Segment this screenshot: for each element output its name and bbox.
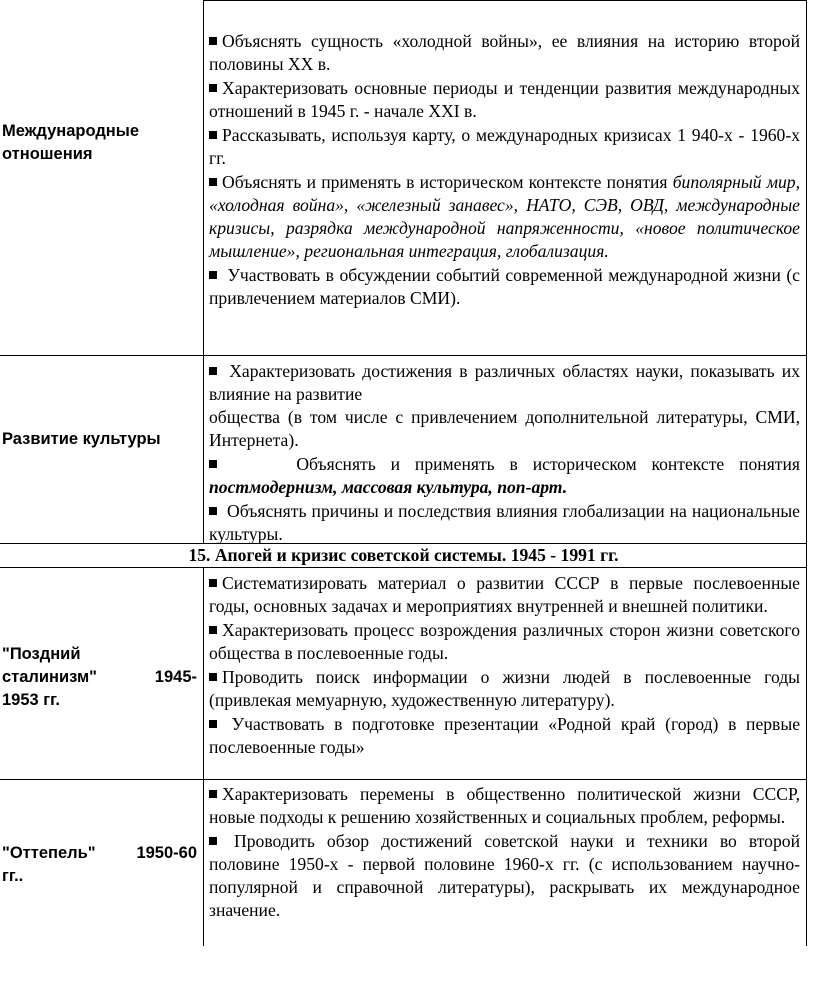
bullet-square-icon bbox=[209, 837, 217, 845]
row-divider bbox=[0, 355, 807, 356]
table-border-right bbox=[806, 0, 807, 946]
section-heading: 15. Апогей и кризис советской системы. 1945 - 1991 гг. bbox=[188, 545, 619, 565]
table-column-divider bbox=[203, 568, 204, 946]
list-item: Участвовать в подготовке презентации «Родной край (город) в первые послевоенные годы» bbox=[209, 714, 800, 757]
bullet-square-icon bbox=[209, 720, 217, 728]
row-label-international-relations: Международные отношения bbox=[2, 122, 140, 163]
bullet-square-icon bbox=[209, 790, 217, 798]
row-content-culture bbox=[209, 360, 800, 547]
table-column-divider bbox=[203, 0, 204, 544]
row-label-thaw: "Оттепель" 1950-60 гг.. bbox=[2, 844, 197, 885]
bullet-square-icon bbox=[209, 178, 217, 186]
list-item: Рассказывать, используя карту, о международных кризисах 1 940-х - 1960-х гг. bbox=[209, 125, 800, 168]
list-item: Объяснять и применять в историческом контексте понятия биполярный мир, «холодная война», «железный занавес», НАТО, СЭВ, ОВД, международные кризисы, разрядка международной напряженности, «новое политическое мышление», региональная интеграция, глобализация. bbox=[209, 172, 800, 261]
row-content-late-stalinism bbox=[209, 572, 800, 760]
list-item: Характеризовать процесс возрождения различных сторон жизни советского общества в послевоенные годы. bbox=[209, 620, 800, 663]
list-item-continuation: общества (в том числе с привлечением дополнительной литературы, СМИ, Интернета). bbox=[209, 407, 800, 450]
row-content-international-relations bbox=[209, 30, 800, 311]
bullet-square-icon bbox=[209, 37, 217, 45]
row-label-culture: Развитие культуры bbox=[2, 430, 161, 448]
list-item: Участвовать в обсуждении событий современной международной жизни (с привлечением материалов СМИ). bbox=[209, 265, 800, 308]
bullet-square-icon bbox=[209, 367, 217, 375]
list-item: Систематизировать материал о развитии СССР в первые послевоенные годы, основных задачах и мероприятиях внутренней и внешней политики. bbox=[209, 573, 800, 616]
list-item: Проводить поиск информации о жизни людей в послевоенные годы (привлекая мемуарную, художественную литературу). bbox=[209, 667, 800, 710]
list-item: Проводить обзор достижений советской науки и техники во второй половине 1950-х - первой половине 1960-х гг. (с использованием научно-популярной и справочной литературы), раскрывать их международное значение. bbox=[209, 831, 800, 920]
list-item: Характеризовать основные периоды и тенденции развития международных отношений в 1945 г. - начале XXI в. bbox=[209, 78, 800, 121]
row-divider bbox=[0, 779, 807, 780]
bullet-square-icon bbox=[209, 673, 217, 681]
list-item: Объяснять и применять в историческом контексте понятия постмодернизм, массовая культура, поп-арт. bbox=[209, 454, 800, 497]
row-label-late-stalinism: "Поздний сталинизм" 1945- 1953 гг. bbox=[2, 645, 197, 709]
bullet-square-icon bbox=[209, 460, 217, 468]
bullet-square-icon bbox=[209, 131, 217, 139]
list-item: Объяснять сущность «холодной войны», ее влияния на историю второй половины XX в. bbox=[209, 31, 800, 74]
bullet-square-icon bbox=[209, 507, 217, 515]
list-item: Характеризовать перемены в общественно политической жизни СССР, новые подходы к решению хозяйственных и социальных проблем, реформы. bbox=[209, 784, 800, 827]
row-divider bbox=[0, 567, 807, 568]
list-item: Объяснять причины и последствия влияния глобализации на национальные культуры. bbox=[209, 501, 800, 544]
bullet-square-icon bbox=[209, 271, 217, 279]
bullet-square-icon bbox=[209, 84, 217, 92]
row-content-thaw bbox=[209, 783, 800, 923]
list-item: Характеризовать достижения в различных областях науки, показывать их влияние на развитие bbox=[209, 361, 800, 404]
bullet-square-icon bbox=[209, 579, 217, 587]
bullet-square-icon bbox=[209, 626, 217, 634]
table-top-border bbox=[203, 0, 807, 1]
